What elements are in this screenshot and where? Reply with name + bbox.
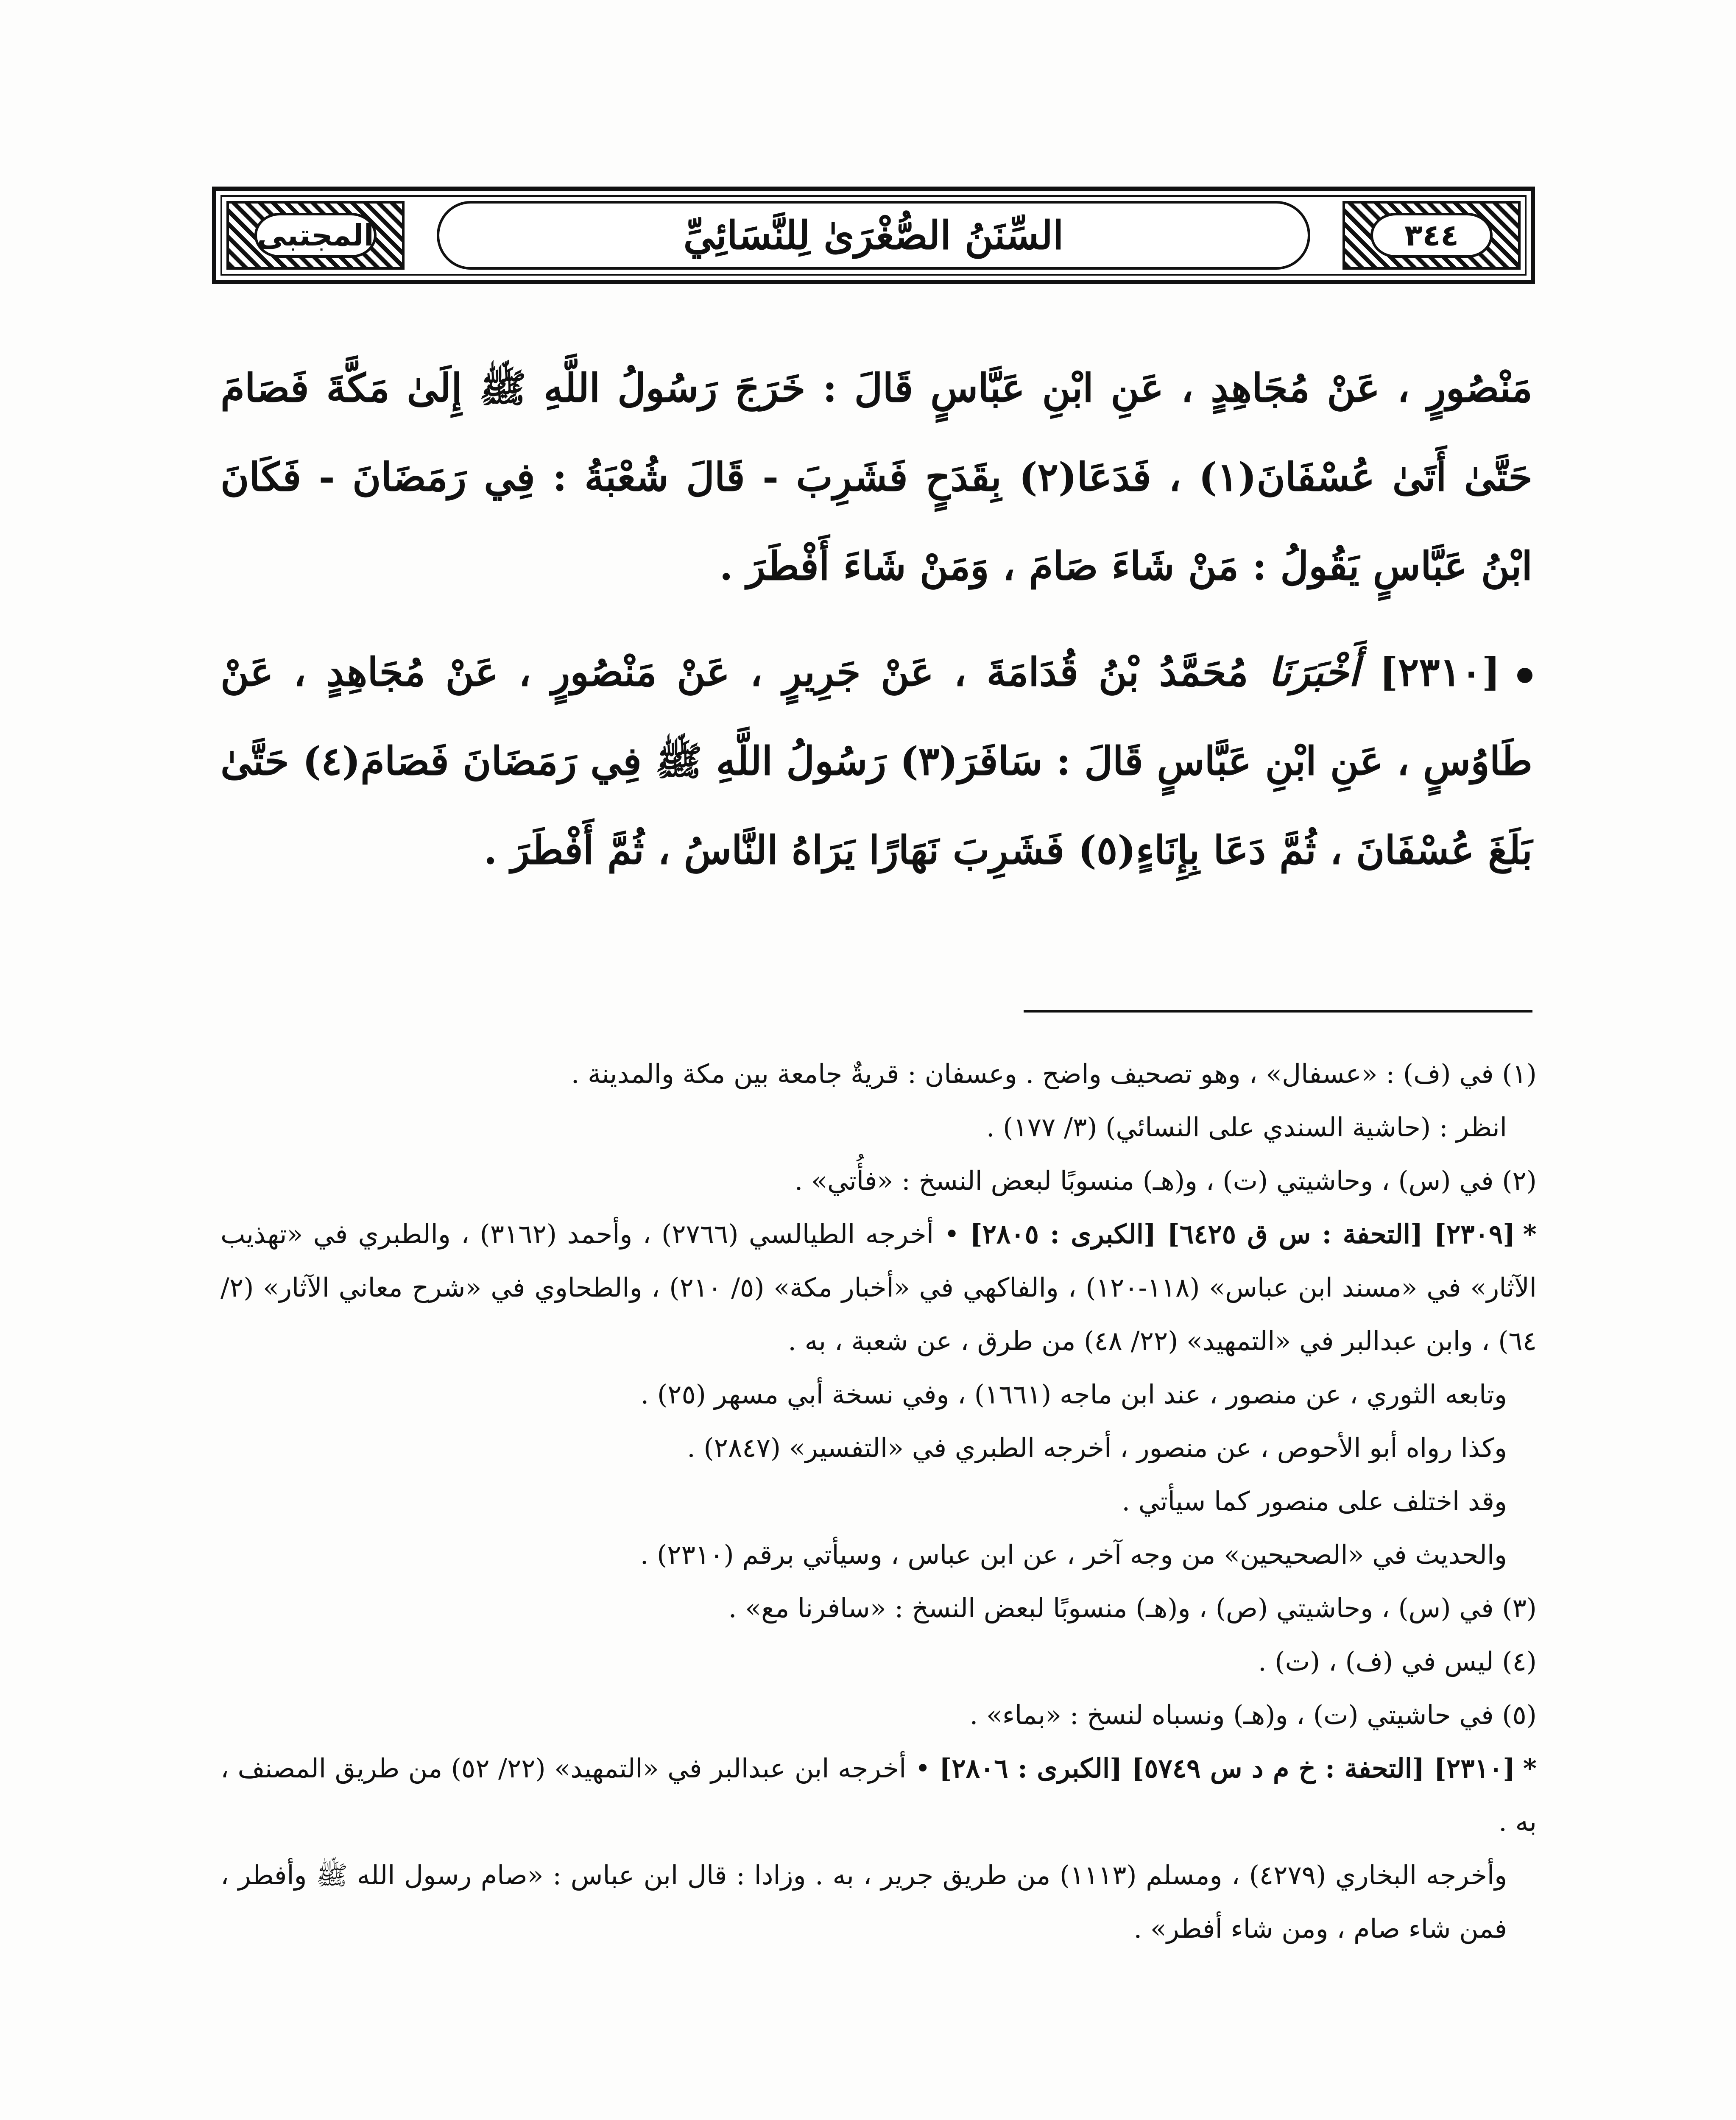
hadith-bullet-icon xyxy=(1517,668,1532,683)
continuation-line-3: ابْنُ عَبَّاسٍ يَقُولُ : مَنْ شَاءَ صَامَ ، وَمَنْ شَاءَ أَفْطَرَ . xyxy=(719,543,1532,589)
takhrij-2310-text: • أخرجه ابن عبدالبر في «التمهيد» (٢٢/ ٥٢) من طريق المصنف ، به . xyxy=(220,1753,1537,1837)
running-title: السِّنَنُ الصُّغْرَىٰ لِلنَّسَائِيِّ xyxy=(683,212,1064,258)
takhrij-2309-text: • أخرجه الطيالسي (٢٧٦٦) ، وأحمد (٣١٦٢) ، والطبري في «تهذيب الآثار» في «مسند ابن عباس» (١١٨-١٢٠) ، والفاكهي في «أخبار مكة» (٥/ ٢١٠) ، والطحاوي في «شرح معاني الآثار» (٢/ ٦٤) ، وابن عبدالبر في «التمهيد» (٢٢/ ٤٨) من طرق ، عن شعبة ، به . xyxy=(220,1219,1537,1356)
page-number: ٣٤٤ xyxy=(1370,213,1493,258)
hadith-akhbarana: أَخْبَرَنَا xyxy=(1268,649,1359,695)
hadith-number: [٢٣١٠] xyxy=(1379,649,1500,695)
footnote-3: (٣) في (س) ، وحاشيتي (ص) ، و(هـ) منسوبًا لبعض النسخ : «سافرنا مع» . xyxy=(728,1593,1537,1623)
takhrij-2309-para-3: وكذا رواه أبو الأحوص ، عن منصور ، أخرجه الطبري في «التفسير» (٢٨٤٧) . xyxy=(687,1432,1507,1463)
footnote-1: (١) في (ف) : «عسفال» ، وهو تصحيف واضح . وعسفان : قريةٌ جامعة بين مكة والمدينة . xyxy=(571,1058,1537,1089)
takhrij-2310-ref: [٢٣١٠] [التحفة : خ م د س ٥٧٤٩] [الكبرى : ٢٨٠٦] xyxy=(939,1753,1516,1784)
takhrij-2309 xyxy=(220,1208,1537,1368)
asterisk-icon: * xyxy=(1523,1219,1537,1250)
footnote-5: (٥) في حاشيتي (ت) ، و(هـ) ونسباه لنسخ : «بماء» . xyxy=(969,1699,1537,1730)
header-ornament-left xyxy=(226,201,405,270)
footnote-2: (٢) في (س) ، وحاشيتي (ت) ، و(هـ) منسوبًا لبعض النسخ : «فأُتي» . xyxy=(794,1165,1537,1196)
takhrij-2310 xyxy=(220,1742,1537,1849)
takhrij-2309-para-5: والحديث في «الصحيحين» من وجه آخر ، عن ابن عباس ، وسيأتي برقم (٢٣١٠) . xyxy=(640,1539,1507,1570)
hadith-continuation xyxy=(220,343,1532,611)
asterisk-icon: * xyxy=(1523,1753,1537,1784)
continuation-line-2: حَتَّىٰ أَتَىٰ عُسْفَانَ(١) ، فَدَعَا(٢) بِقَدَحٍ فَشَرِبَ - قَالَ شُعْبَةُ : فِي رَمَضَانَ - فَكَانَ xyxy=(220,454,1532,500)
footnote-separator xyxy=(1024,1010,1532,1013)
continuation-line-1: مَنْصُورٍ ، عَنْ مُجَاهِدٍ ، عَنِ ابْنِ عَبَّاسٍ قَالَ : خَرَجَ رَسُولُ اللَّهِ ﷺ إِلَىٰ مَكَّةَ فَصَامَ xyxy=(220,365,1532,411)
main-text xyxy=(220,343,1532,895)
footnote-4: (٤) ليس في (ف) ، (ت) . xyxy=(1258,1646,1537,1677)
takhrij-2309-ref: [٢٣٠٩] [التحفة : س ق ٦٤٢٥] [الكبرى : ٢٨٠٥] xyxy=(970,1219,1516,1250)
page-header xyxy=(212,187,1535,284)
header-ornament-right xyxy=(1342,201,1521,270)
footnotes xyxy=(220,1047,1537,1955)
book-label: المجتبى xyxy=(254,213,377,258)
takhrij-2310-para-2: وأخرجه البخاري (٤٢٧٩) ، ومسلم (١١١٣) من طريق جرير ، به . وزادا : قال ابن عباس : «صام رسول الله ﷺ وأفطر ، فمن شاء صام ، ومن شاء أفطر» . xyxy=(220,1860,1507,1944)
takhrij-2309-para-2: وتابعه الثوري ، عن منصور ، عند ابن ماجه (١٦٦١) ، وفي نسخة أبي مسهر (٢٥) . xyxy=(640,1379,1507,1410)
running-title-frame xyxy=(437,201,1310,270)
footnote-1-ref: انظر : (حاشية السندي على النسائي) (٣/ ١٧٧) . xyxy=(986,1112,1507,1143)
hadith-text: مُحَمَّدُ بْنُ قُدَامَةَ ، عَنْ جَرِيرٍ ، عَنْ مَنْصُورٍ ، عَنْ مُجَاهِدٍ ، عَنْ طَاوُسٍ ، عَنِ ابْنِ عَبَّاسٍ قَالَ : سَافَرَ(٣) رَسُولُ اللَّهِ ﷺ فِي رَمَضَانَ فَصَامَ(٤) حَتَّىٰ بَلَغَ عُسْفَانَ ، ثُمَّ دَعَا بِإِنَاءٍ(٥) فَشَرِبَ نَهَارًا يَرَاهُ النَّاسُ ، ثُمَّ أَفْطَرَ . xyxy=(220,649,1533,873)
takhrij-2309-para-4: وقد اختلف على منصور كما سيأتي . xyxy=(1122,1486,1507,1517)
hadith-2310 xyxy=(220,628,1532,895)
